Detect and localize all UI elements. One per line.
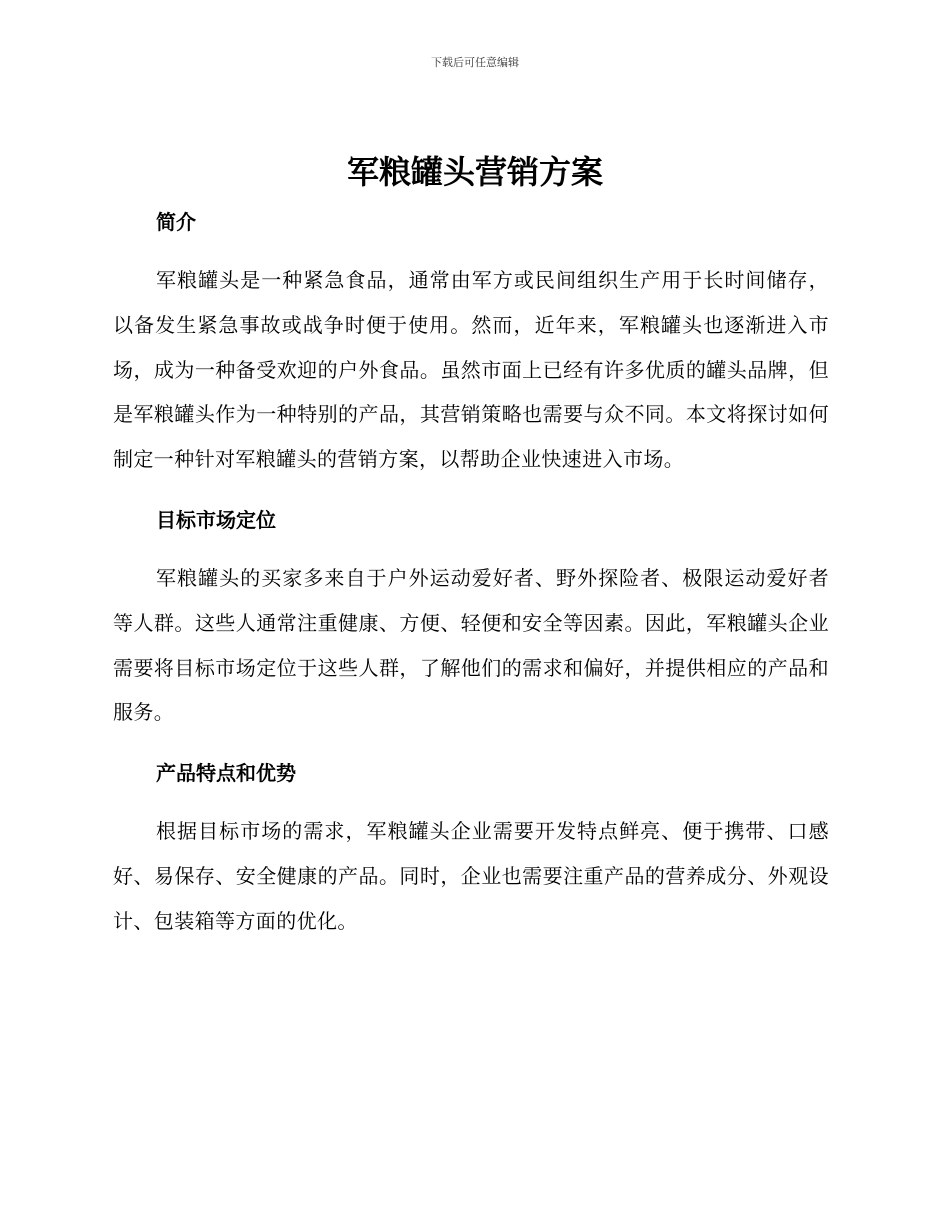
section-paragraph: 军粮罐头是一种紧急食品，通常由军方或民间组织生产用于长时间储存，以备发生紧急事故或战争时便于使用。然而，近年来，军粮罐头也逐渐进入市场，成为一种备受欢迎的户外食品。虽然市面上已经有许多优质的罐头品牌，但是军粮罐头作为一种特别的产品，其营销策略也需要与众不同。本文将探讨如何制定一种针对军粮罐头的营销方案，以帮助企业快速进入市场。	[113, 268, 829, 472]
section-introduction	[113, 200, 829, 482]
document-body	[113, 200, 829, 944]
section-paragraph: 军粮罐头的买家多来自于户外运动爱好者、野外探险者、极限运动爱好者等人群。这些人通常注重健康、方便、轻便和安全等因素。因此，军粮罐头企业需要将目标市场定位于这些人群，了解他们的需求和偏好，并提供相应的产品和服务。	[113, 565, 829, 725]
section-heading: 产品特点和优势	[156, 761, 296, 786]
section-heading: 目标市场定位	[156, 507, 276, 532]
section-product-features	[113, 751, 829, 943]
document-title: 军粮罐头营销方案	[346, 153, 603, 191]
section-heading: 简介	[156, 210, 196, 234]
section-paragraph: 根据目标市场的需求，军粮罐头企业需要开发特点鲜亮、便于携带、口感好、易保存、安全健康的产品。同时，企业也需要注重产品的营养成分、外观设计、包装箱等方面的优化。	[113, 819, 829, 933]
header-note: 下载后可任意编辑	[431, 56, 519, 69]
section-target-market	[113, 498, 829, 735]
